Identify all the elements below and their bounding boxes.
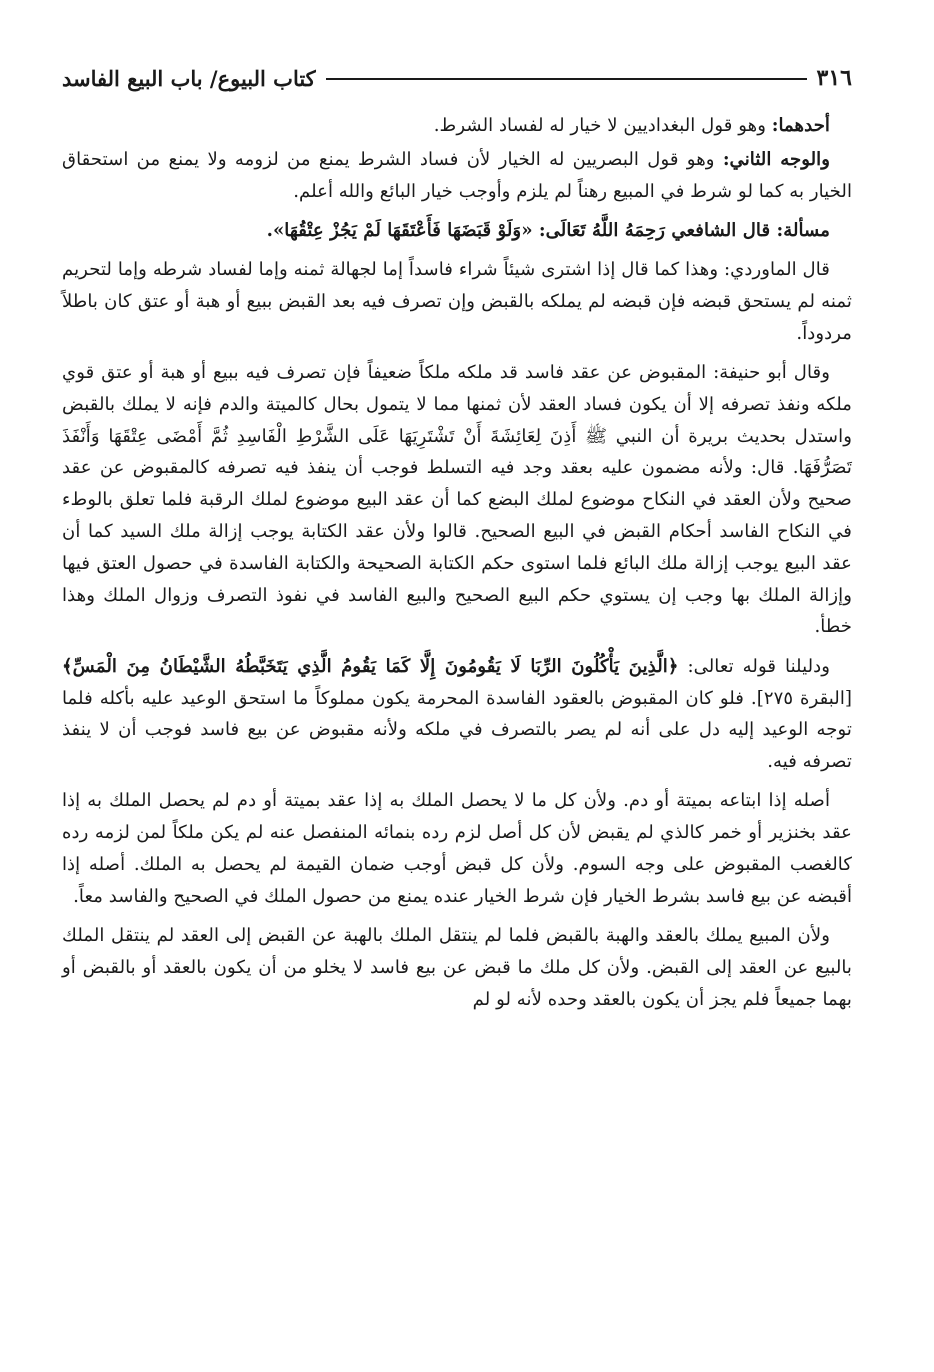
paragraph-mabee — [62, 920, 852, 1015]
quran-quote: ﴿الَّذِينَ يَأْكُلُونَ الرِّبَا لَا يَقُومُونَ إِلَّا كَمَا يَقُومُ الَّذِي يَتَخَبَّطُهُ الشَّيْطَانُ مِنَ الْمَسِّ﴾ — [62, 655, 679, 677]
page-header — [62, 58, 852, 98]
paragraph-text: وقال أبو حنيفة: المقبوض عن عقد فاسد قد ملكه ملكاً ضعيفاً فإن تصرف فيه ببيع أو هبة أو عتق قوي ملكه ونفذ تصرفه إلا أن يكون فساد العقد لأن ثمنها مما لا يتمول بحال كالميتة والدم فإنه لا يملك بالقبض واستدل بحديث بريرة أن النبي ﷺ أَذِنَ لِعَائِشَةَ أَنْ تَشْتَرِيَهَا عَلَى الشَّرْطِ الْفَاسِدِ ثُمَّ أَمْضَى عِتْقَهَا وَأَنْفَذَ تَصَرُّفَهَا. قال: ولأنه مضمون عليه بعقد وجد فيه التسلط فوجب أن ينفذ فيه تصرفه كالمقبوض عن عقد صحيح ولأن العقد في النكاح موضوع لملك البضع كما أن عقد البيع موضوع لملك الرقبة فلما تعلق بالوطء في النكاح الفاسد أحكام القبض في البيع الصحيح. قالوا ولأن عقد الكتابة يوجب إزالة ملك السيد كما أن عقد البيع يوجب إزالة ملك البائع فلما استوى حكم الكتابة الصحيحة والكتابة الفاسدة في حصول العتق فيها وإزالة الملك بها وجب إن يستوي حكم البيع الصحيح والبيع الفاسد في نفوذ التصرف وزوال الملك وهذا خطأ. — [62, 362, 852, 638]
paragraph-text: وهو قول البصريين له الخيار لأن فساد الشرط يمنع من لزومه ولا يمنع من استحقاق الخيار به كما لو شرط في المبيع رهناً لم يلزم وأوجب خيار البائع والله أعلم. — [62, 148, 852, 202]
paragraph-text-rest: . فلو كان المقبوض بالعقود الفاسدة المحرمة يكون مملوكاً ما استحق الوعيد عليه بأكله فلما توجه الوعيد إليه دل على أنه لم يصر بالتصرف في ملكه ولأنه مقبوض عن بيع فاسد فوجب أن لا ينفذ تصرفه فيه. — [62, 687, 852, 773]
paragraph-lead: والوجه الثاني: — [722, 148, 830, 170]
paragraph-mawardi — [62, 254, 852, 349]
page-number: ٣١٦ — [816, 65, 852, 91]
page-body — [62, 110, 852, 1023]
paragraph-abu-hanifa — [62, 357, 852, 643]
header-rule — [326, 78, 807, 80]
running-title: كتاب البيوع/ باب البيع الفاسد — [62, 65, 316, 91]
paragraph-first-view — [62, 110, 852, 142]
paragraph-text: أصله إذا ابتاعه بميتة أو دم. ولأن كل ما لا يحصل الملك به إذا عقد بميتة أو دم لم يحصل الملك به إذا عقد بخنزير أو خمر كالذي لم يقبض لأن كل أصل لزم رده بنمائه المنفصل عنه لم يكن ملكاً لمن لزمه رده كالغصب المقبوض على وجه السوم. ولأن كل قبض أوجب ضمان القيمة لم يحصل به الملك. أصله إذا أقبضه عن بيع فاسد بشرط الخيار فإن شرط الخيار عنده يمنع من حصول الملك في الصحيح والفاسد معاً. — [62, 790, 852, 907]
paragraph-text: ولأن المبيع يملك بالعقد والهبة بالقبض فلما لم ينتقل الملك بالهبة عن القبض إلى العقد لم ينتقل الملك بالبيع عن العقد إلى القبض. ولأن كل ملك ما قبض عن بيع فاسد لا يخلو من أن يكون بالعقد أو بالقبض أو بهما جميعاً فلم يجز أن يكون بالعقد وحده لأنه لو لم — [62, 925, 852, 1010]
paragraph-text: رَحِمَهُ اللَّهُ تَعَالَى: «وَلَوْ قَبَضَهَا فَأَعْتَقَهَا لَمْ يَجُزْ عِتْقُهَا». — [266, 219, 672, 241]
paragraph-masala — [62, 215, 852, 247]
paragraph-asl — [62, 785, 852, 912]
paragraph-evidence — [62, 651, 852, 778]
paragraph-text: وهو قول البغداديين لا خيار له لفساد الشرط. — [433, 115, 772, 136]
paragraph-second-view — [62, 144, 852, 208]
paragraph-lead: مسألة: قال الشافعي — [671, 219, 830, 241]
quran-reference: [البقرة ٢٧٥] — [756, 687, 852, 709]
paragraph-lead: أحدهما: — [771, 115, 830, 136]
paragraph-text: ودليلنا قوله تعالى: — [678, 655, 830, 677]
paragraph-text: قال الماوردي: وهذا كما قال إذا اشترى شيئاً شراء فاسداً إما لجهالة ثمنه وإما لفساد شرطه وإما لتحريم ثمنه لم يستحق قبضه فإن قبضه لم يملكه بالقبض وإن تصرف فيه بعد القبض ببيع أو هبة أو عتق كان باطلاً مردوداً. — [62, 259, 852, 344]
